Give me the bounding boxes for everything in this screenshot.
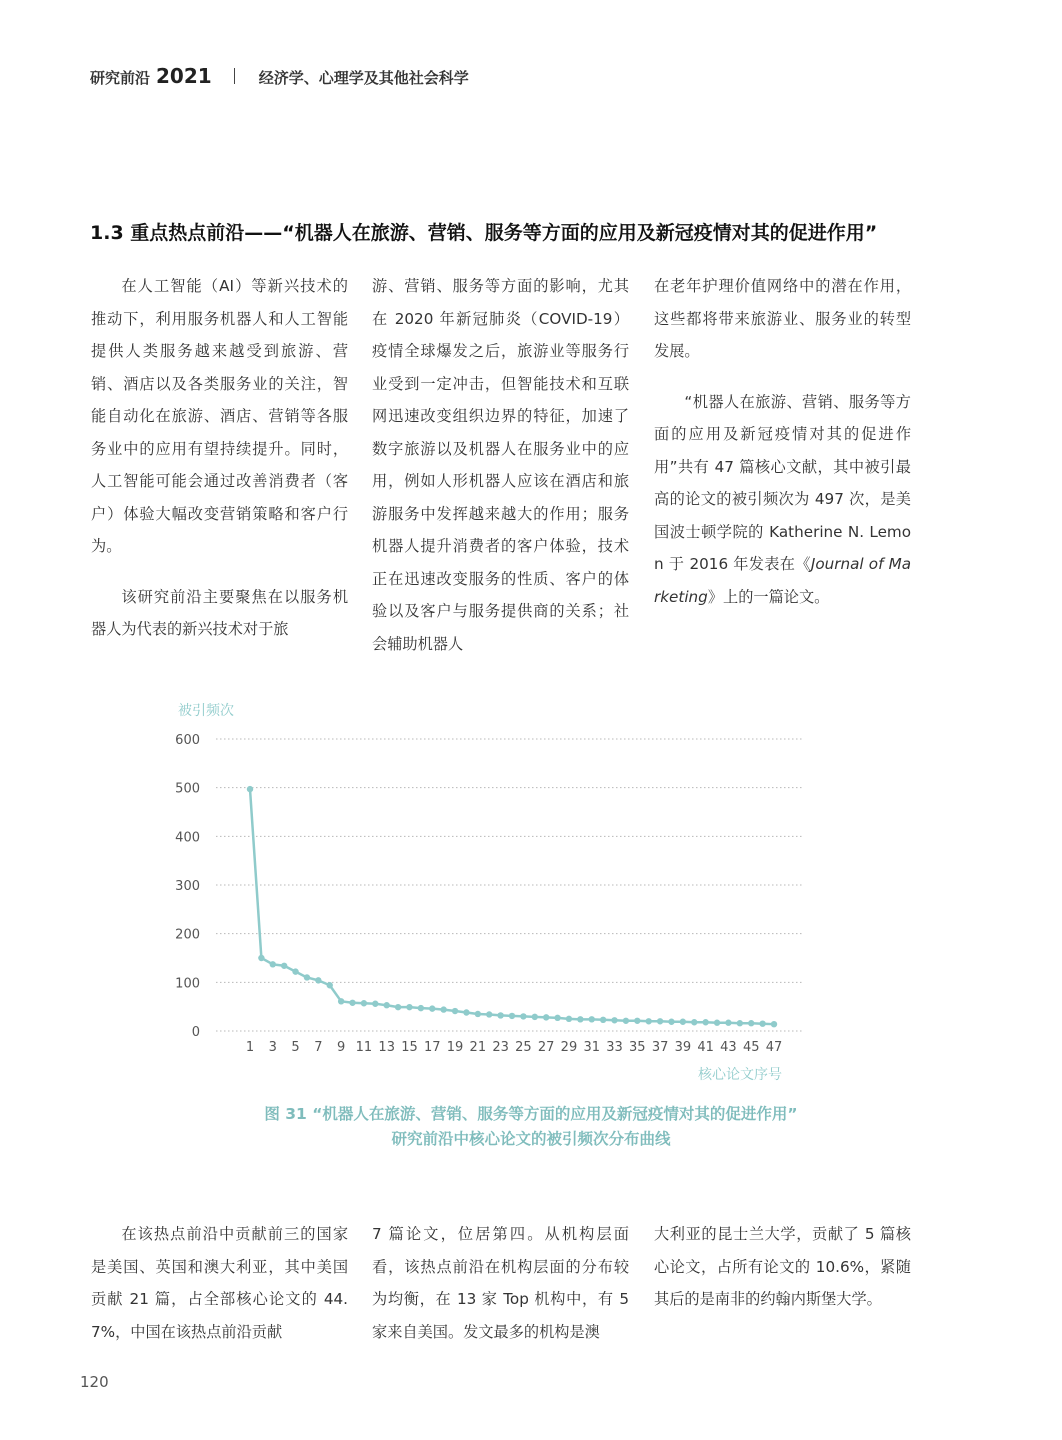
- data-point: [463, 1009, 469, 1015]
- x-tick-label: 39: [674, 1040, 692, 1055]
- x-tick-label: 7: [314, 1040, 323, 1055]
- paragraph-focus: 该研究前沿主要聚焦在以服务机器人为代表的新兴技术对于旅: [91, 587, 348, 638]
- paragraph-intro: 在人工智能（AI）等新兴技术的推动下，利用服务机器人和人工智能提供人类服务越来越受到旅游、营销、酒店以及各类服务业的关注，智能自动化在旅游、酒店、营销等各服务业中的应用有望持续提升。同时，人工智能可能会通过改善消费者（客户）体验大幅改变营销策略和客户行为。: [91, 277, 348, 555]
- data-point: [292, 968, 298, 974]
- x-tick-label: 35: [629, 1040, 646, 1055]
- y-tick-label: 200: [175, 927, 200, 943]
- x-tick-label: 11: [355, 1040, 373, 1055]
- data-point: [691, 1019, 697, 1025]
- paragraph-impact: 游、营销、服务等方面的影响，尤其在 2020 年新冠肺炎（COVID-19）疫情全球爆发之后，旅游业等服务行业受到一定冲击，但智能技术和互联网迅速改变组织边界的特征，加速了数字旅游以及机器人在服务业中的应用，例如人形机器人应该在酒店和旅游服务中发挥越来越大的作用；服务机器人提升消费者的客户体验，技术正在迅速改变服务的性质、客户的体验以及客户与服务提供商的关系；社会辅助机器人: [372, 277, 629, 653]
- citation-chart: [170, 695, 820, 1095]
- data-point: [304, 974, 310, 980]
- x-tick-label: 19: [446, 1040, 464, 1055]
- data-point: [566, 1016, 572, 1022]
- data-point: [429, 1005, 435, 1011]
- x-tick-label: 27: [537, 1040, 555, 1055]
- data-point: [702, 1019, 708, 1025]
- data-point: [520, 1013, 526, 1019]
- paragraph-countries: 在该热点前沿中贡献前三的国家是美国、英国和澳大利亚，其中美国贡献 21 篇，占全部核心论文的 44.7%，中国在该热点前沿贡献: [91, 1225, 348, 1341]
- paragraph-citations: [654, 386, 911, 614]
- x-tick-label: 17: [423, 1040, 441, 1055]
- data-point: [771, 1021, 777, 1027]
- text-column-bottom-2: [372, 1218, 629, 1348]
- data-point: [383, 1002, 389, 1008]
- data-point: [475, 1011, 481, 1017]
- data-point: [270, 961, 276, 967]
- figure-caption: [90, 1102, 972, 1152]
- x-tick-label: 25: [515, 1040, 532, 1055]
- section-title: 1.3 重点热点前沿——“机器人在旅游、营销、服务等方面的应用及新冠疫情对其的促进作用”: [90, 222, 878, 244]
- data-point: [497, 1012, 503, 1018]
- y-tick-label: 600: [175, 733, 200, 748]
- series-line: [250, 789, 774, 1024]
- header-series: 研究前沿: [90, 69, 151, 87]
- data-point: [543, 1014, 549, 1020]
- x-tick-label: 43: [720, 1040, 737, 1055]
- x-tick-label: 3: [268, 1040, 277, 1055]
- page-number: 120: [80, 1373, 109, 1391]
- data-point: [338, 998, 344, 1004]
- data-point: [611, 1017, 617, 1023]
- header-field: 经济学、心理学及其他社会科学: [258, 69, 469, 87]
- citations-text-b: 》上的一篇论文。: [707, 587, 830, 606]
- y-tick-label: 100: [175, 976, 200, 992]
- data-point: [577, 1016, 583, 1022]
- caption-line-2: 研究前沿中核心论文的被引频次分布曲线: [391, 1130, 671, 1148]
- data-point: [714, 1020, 720, 1026]
- journal-name: Journal of Marketing: [654, 555, 911, 606]
- citation-chart-svg: [170, 695, 820, 1095]
- data-point: [418, 1005, 424, 1011]
- data-point: [372, 1001, 378, 1007]
- data-point: [657, 1018, 663, 1024]
- data-point: [440, 1006, 446, 1012]
- data-point: [247, 786, 253, 792]
- x-axis-label: 核心论文序号: [698, 1067, 782, 1083]
- text-column-bottom-3: [654, 1218, 911, 1316]
- data-point: [589, 1016, 595, 1022]
- y-tick-label: 300: [175, 879, 200, 894]
- running-header: [90, 64, 469, 88]
- data-point: [349, 1000, 355, 1006]
- text-column-3: [654, 270, 911, 613]
- data-point: [361, 1000, 367, 1006]
- header-year: 2021: [156, 64, 212, 88]
- x-tick-label: 21: [469, 1040, 487, 1055]
- data-point: [554, 1015, 560, 1021]
- x-tick-label: 41: [697, 1040, 714, 1055]
- data-point: [759, 1021, 765, 1027]
- data-point: [452, 1008, 458, 1014]
- data-point: [315, 977, 321, 983]
- x-tick-label: 13: [378, 1040, 395, 1055]
- data-point: [623, 1018, 629, 1024]
- x-tick-label: 37: [651, 1040, 669, 1055]
- data-point: [748, 1020, 754, 1026]
- text-column-bottom-1: [91, 1218, 348, 1348]
- data-point: [509, 1013, 515, 1019]
- paragraph-institutions: 7 篇论文，位居第四。从机构层面看，该热点前沿在机构层面的分布较为均衡，在 13 家 Top 机构中，有 5 家来自美国。发文最多的机构是澳: [372, 1225, 629, 1341]
- y-axis-label: 被引频次: [178, 703, 234, 719]
- data-point: [486, 1011, 492, 1017]
- data-point: [395, 1004, 401, 1010]
- data-point: [645, 1018, 651, 1024]
- x-tick-label: 23: [492, 1040, 509, 1055]
- data-point: [258, 955, 264, 961]
- data-point: [680, 1019, 686, 1025]
- x-tick-label: 47: [765, 1040, 783, 1055]
- data-point: [737, 1020, 743, 1026]
- x-tick-label: 5: [291, 1040, 300, 1055]
- x-tick-label: 31: [583, 1040, 601, 1055]
- x-tick-label: 9: [336, 1040, 346, 1055]
- x-tick-label: 15: [401, 1040, 418, 1055]
- header-divider: [234, 68, 235, 84]
- y-tick-label: 0: [191, 1025, 200, 1040]
- x-tick-label: 33: [606, 1040, 623, 1055]
- data-point: [725, 1020, 731, 1026]
- text-column-2: [372, 270, 629, 660]
- data-point: [634, 1018, 640, 1024]
- x-tick-label: 45: [742, 1040, 760, 1055]
- caption-line-1: 图 31 “机器人在旅游、营销、服务等方面的应用及新冠疫情对其的促进作用”: [264, 1105, 798, 1123]
- text-column-1: [91, 270, 348, 646]
- y-tick-label: 500: [175, 781, 200, 797]
- citations-text-a: “机器人在旅游、营销、服务等方面的应用及新冠疫情对其的促进作用”共有 47 篇核心文献，其中被引最高的论文的被引频次为 497 次，是美国波士顿学院的 Katherine N. Lemon 于 2016 年发表在《: [654, 392, 911, 573]
- data-point: [327, 982, 333, 988]
- data-point: [281, 963, 287, 969]
- data-point: [668, 1019, 674, 1025]
- data-point: [600, 1017, 606, 1023]
- x-tick-label: 1: [245, 1040, 255, 1055]
- data-point: [532, 1014, 538, 1020]
- paragraph-transform: 在老年护理价值网络中的潜在作用，这些都将带来旅游业、服务业的转型发展。: [654, 277, 911, 360]
- x-tick-label: 29: [560, 1040, 578, 1055]
- paragraph-top-institution: 大利亚的昆士兰大学，贡献了 5 篇核心论文，占所有论文的 10.6%，紧随其后的是南非的约翰内斯堡大学。: [654, 1225, 911, 1308]
- y-tick-label: 400: [175, 830, 200, 846]
- data-point: [406, 1004, 412, 1010]
